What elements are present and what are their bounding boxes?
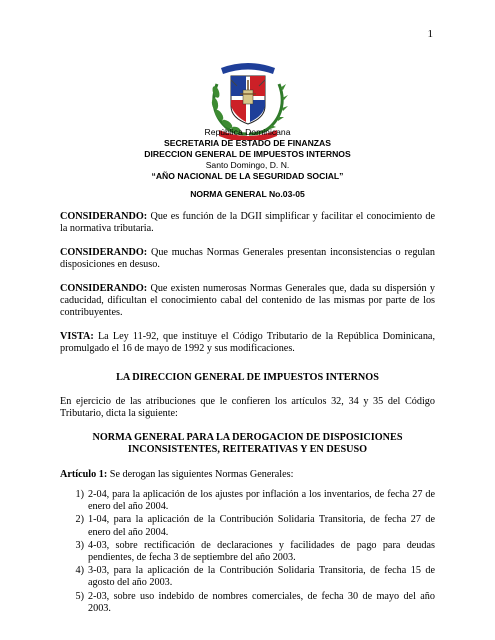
derogated-norms-list [60, 489, 435, 616]
list-item-text: 4-03, sobre rectificación de declaraciones y facilidades de pago para deudas pendientes, de fecha 3 de septiembre del año 2003. [88, 539, 435, 564]
ejercicio-paragraph: En ejercicio de las atribuciones que le confieren los artículos 32, 34 y 35 del Código Tributario, dicta la siguiente: [60, 396, 435, 420]
vista-text: La Ley 11-92, que instituye el Código Tributario de la República Dominicana, promulgado el 16 de mayo de 1992 y sus modificaciones. [60, 331, 435, 355]
letterhead [60, 127, 435, 182]
norma-heading-line-2: INCONSISTENTES, REITERATIVAS Y EN DESUSO [127, 444, 368, 456]
list-item-number: 3) [75, 539, 84, 551]
considerando-paragraph-2 [60, 247, 435, 271]
list-item [60, 540, 435, 564]
considerando-text: Que es función de la DGII simplificar y facilitar el conocimiento de la normativa tributaria. [60, 211, 435, 235]
vista-paragraph [60, 331, 435, 355]
considerando-label: CONSIDERANDO: [60, 247, 148, 258]
vista-label: VISTA: [60, 331, 94, 342]
list-item-text: 2-04, para la aplicación de los ajustes por inflación a los inventarios, de fecha 27 de enero del año 2004. [88, 489, 435, 513]
city-name: Santo Domingo, D. N. [205, 159, 290, 170]
page-number: 1 [427, 28, 433, 40]
list-item [60, 591, 435, 615]
list-item-text: 3-03, para la aplicación de la Contribución Solidaria Transitoria, de fecha 15 de agosto del año 2003. [88, 565, 435, 589]
considerando-paragraph-3 [60, 283, 435, 320]
list-item-number: 2) [75, 514, 84, 526]
norma-number: NORMA GENERAL No.03-05 [190, 189, 305, 199]
considerando-label: CONSIDERANDO: [60, 283, 148, 294]
considerando-text: Que existen numerosas Normas Generales que, dada su dispersión y caducidad, dificultan el conocimiento cabal del contenido de las mismas por parte de los contribuyentes. [60, 283, 435, 319]
list-item-number: 1) [75, 489, 84, 500]
articulo-label: Artículo 1: [60, 469, 108, 480]
directorate-heading: LA DIRECCION GENERAL DE IMPUESTOS INTERNOS [116, 372, 379, 383]
articulo-1-paragraph [60, 469, 435, 481]
country-name: República Dominicana [204, 127, 291, 137]
directorate-name: DIRECCION GENERAL DE IMPUESTOS INTERNOS [144, 148, 351, 159]
list-item [60, 565, 435, 589]
list-item-text: 1-04, para la aplicación de la Contribución Solidaria Transitoria, de fecha 27 de enero del año 2004. [88, 514, 435, 538]
list-item-text: 2-03, sobre uso indebido de nombres comerciales, de fecha 30 de mayo del año 2003. [88, 590, 435, 614]
list-item [60, 514, 435, 538]
norma-heading-line-1: NORMA GENERAL PARA LA DEROGACION DE DISPOSICIONES [92, 432, 403, 443]
considerando-text: Que muchas Normas Generales presentan inconsistencias o regulan disposiciones en desuso. [60, 247, 435, 271]
considerando-paragraph-1 [60, 211, 435, 235]
secretariat-name: SECRETARIA DE ESTADO DE FINANZAS [164, 137, 331, 148]
norma-heading [60, 432, 435, 456]
year-motto: “AÑO NACIONAL DE LA SEGURIDAD SOCIAL” [151, 170, 344, 181]
list-item [60, 489, 435, 513]
considerando-label: CONSIDERANDO: [60, 211, 148, 222]
list-item-number: 5) [75, 590, 84, 602]
articulo-text: Se derogan las siguientes Normas Generales: [107, 469, 294, 480]
list-item-number: 4) [75, 565, 84, 577]
